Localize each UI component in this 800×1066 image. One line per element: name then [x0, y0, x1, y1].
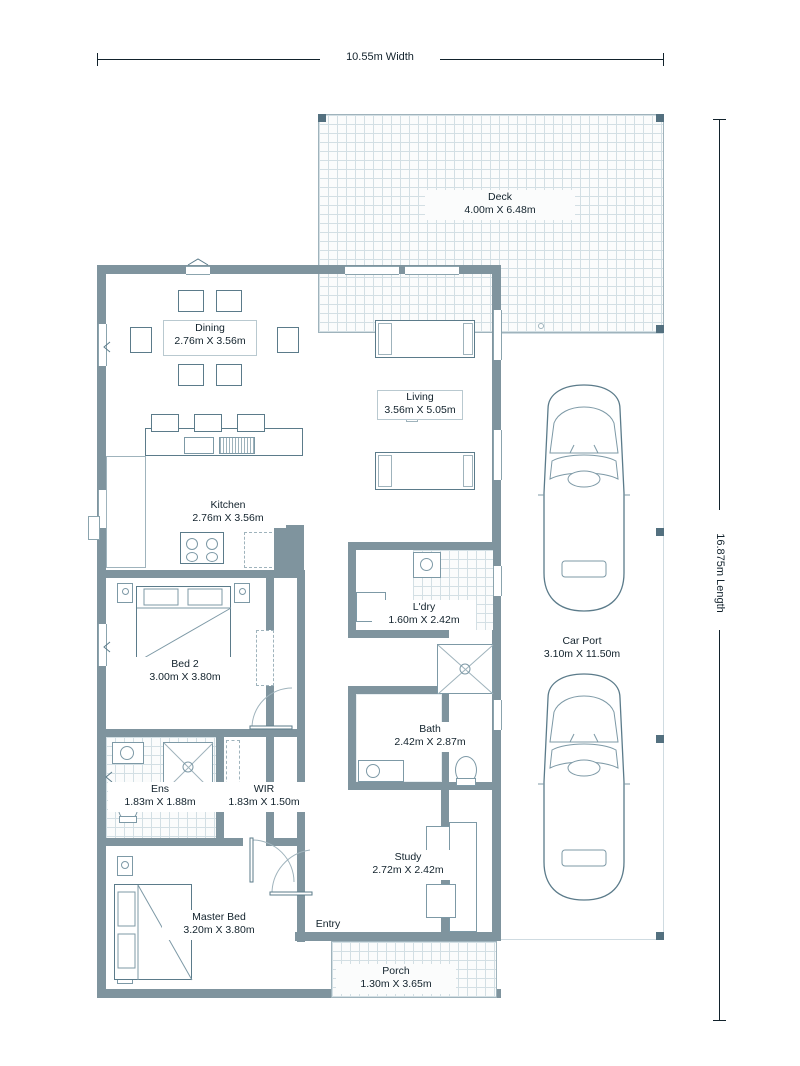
- room-label-ens: Ens 1.83m X 1.88m: [124, 783, 196, 808]
- living-sofa-bottom-arm: [378, 455, 392, 487]
- window-right-laundry: [493, 566, 502, 596]
- study-chair-2: [426, 884, 456, 918]
- meter-box-icon: [88, 516, 100, 540]
- room-label-living: Living 3.56m X 5.05m: [384, 391, 456, 416]
- dining-chair-top-1: [178, 290, 204, 312]
- dining-chair-right: [277, 327, 299, 353]
- dining-chair-bottom-2: [216, 364, 242, 386]
- living-sofa-top-arm2: [463, 323, 473, 355]
- room-label-porch: Porch 1.30m X 3.65m: [360, 965, 432, 990]
- cooktop-burner-3: [186, 552, 198, 562]
- entry-door-swing-icon: [268, 846, 312, 896]
- door-swing-top-left-icon: [186, 258, 210, 266]
- living-sofa-top-arm: [378, 323, 392, 355]
- bathtub: [358, 760, 404, 782]
- carport-post-br: [656, 932, 664, 940]
- room-label-carport: Car Port 3.10m X 11.50m: [543, 635, 621, 660]
- dining-chair-top-2: [216, 290, 242, 312]
- bed2-lamp-left-icon: [122, 588, 129, 595]
- kitchen-stool-2: [194, 414, 222, 432]
- room-label-wir: WIR 1.83m X 1.50m: [228, 783, 300, 808]
- window-marker-dining-icon: [102, 340, 112, 354]
- kitchen-stool-3: [237, 414, 265, 432]
- deck-drain-icon: [538, 323, 544, 329]
- kitchen-stool-1: [151, 414, 179, 432]
- room-label-master-bed: Master Bed 3.20m X 3.80m: [183, 911, 255, 936]
- room-label-bath: Bath 2.42m X 2.87m: [394, 723, 466, 748]
- wall-bath-left: [348, 686, 356, 790]
- width-dimension-cap-left: [97, 53, 98, 66]
- length-dimension-label: 16.875m Length: [714, 533, 726, 613]
- length-dimension-cap-top: [713, 119, 726, 120]
- cooktop-burner-4: [206, 552, 218, 562]
- kitchen-drainer: [219, 437, 255, 454]
- width-dimension-label: 10.55m Width: [346, 51, 414, 63]
- wall-ens-bottom: [97, 838, 243, 846]
- toilet-cistern-bath: [456, 778, 476, 786]
- laundry-tub-basin-icon: [420, 558, 433, 571]
- width-dimension-cap-right: [663, 53, 664, 66]
- wall-ldry-left: [348, 542, 356, 638]
- length-dimension-cap-bottom: [713, 1020, 726, 1021]
- wall-bath-top: [348, 686, 448, 694]
- dining-chair-bottom-1: [178, 364, 204, 386]
- wall-right: [492, 265, 501, 941]
- window-right-living: [493, 310, 502, 360]
- deck-post-tr: [656, 114, 664, 122]
- room-label-dining: Dining 2.76m X 3.56m: [174, 322, 246, 347]
- window-right-bath: [493, 700, 502, 730]
- wall-wet-top: [348, 542, 496, 550]
- kitchen-sink: [184, 437, 214, 454]
- wall-bed2-bottom: [97, 729, 274, 737]
- room-label-bed2: Bed 2 3.00m X 3.80m: [149, 658, 221, 683]
- room-label-laundry: L'dry 1.60m X 2.42m: [388, 601, 460, 626]
- kitchen-bench-left: [106, 456, 146, 568]
- car-icon-top: [528, 383, 640, 615]
- car-icon-bottom: [528, 672, 640, 904]
- living-sofa-bottom-arm2: [463, 455, 473, 487]
- bed2-lamp-right-icon: [239, 588, 246, 595]
- deck-area: [318, 114, 664, 333]
- bed2-robe: [256, 630, 274, 686]
- bed2-door-swing-icon: [250, 686, 294, 730]
- bed2-quilt-icon: [136, 586, 232, 663]
- master-lamp-left-icon: [121, 861, 129, 869]
- room-label-deck: Deck 4.00m X 6.48m: [464, 191, 536, 216]
- dining-chair-left: [130, 327, 152, 353]
- room-label-entry: Entry: [315, 918, 341, 930]
- deck-post-br: [656, 325, 664, 333]
- room-label-study: Study 2.72m X 2.42m: [372, 851, 444, 876]
- cooktop-burner-2: [206, 538, 218, 550]
- wall-bottom-inner: [295, 932, 501, 941]
- carport-post-lower-right: [656, 735, 664, 743]
- toilet-cistern-ens: [119, 816, 137, 823]
- wall-ldry-bottom: [348, 630, 448, 638]
- shower-icon: [437, 644, 494, 695]
- sliding-door-deck: [345, 266, 399, 275]
- window-right-living-2: [493, 430, 502, 480]
- room-label-kitchen: Kitchen 2.76m X 3.56m: [192, 499, 264, 524]
- window-top-left: [186, 266, 210, 275]
- sliding-door-deck-2: [405, 266, 459, 275]
- kitchen-wall-block: [274, 525, 304, 570]
- deck-post-tl: [318, 114, 326, 122]
- ens-basin-icon: [120, 746, 134, 760]
- window-marker-bed2-icon: [102, 640, 112, 654]
- bathtub-drain-icon: [366, 764, 380, 778]
- cooktop-burner-1: [186, 538, 198, 550]
- carport-post-mid-right: [656, 528, 664, 536]
